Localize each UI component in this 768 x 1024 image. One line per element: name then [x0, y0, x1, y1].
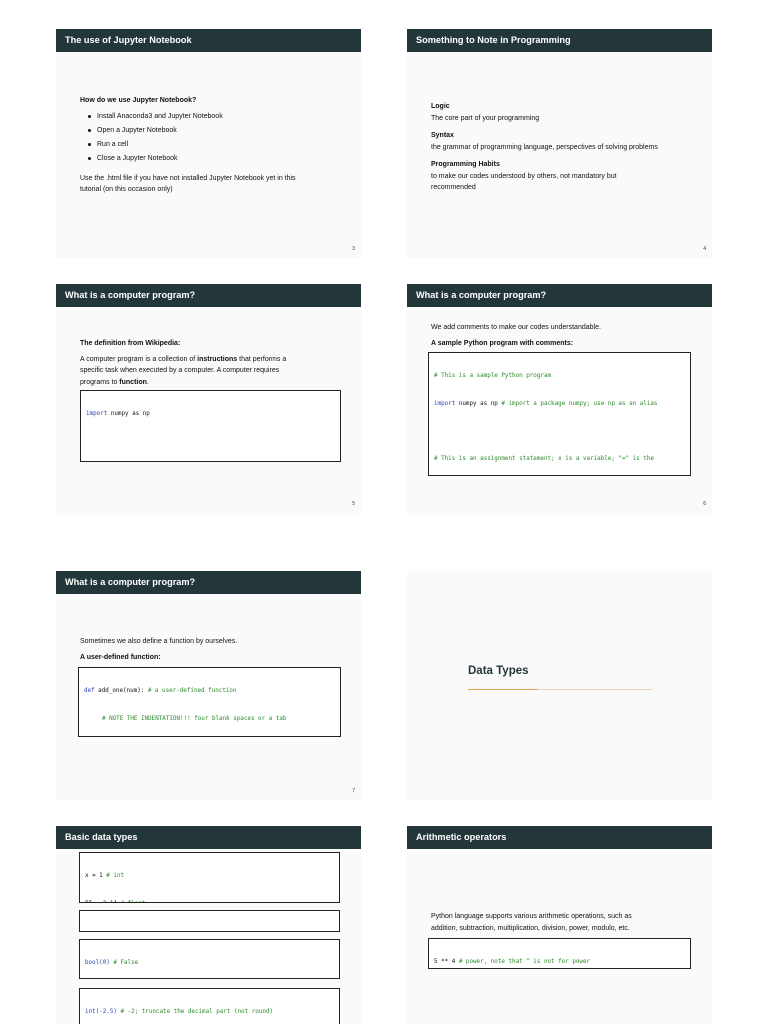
code-blank-line: [434, 428, 685, 437]
code-line: [85, 900, 334, 903]
slide-section-data-types: [407, 571, 712, 800]
section-title: Data Types: [468, 665, 529, 677]
slide-programming-notes: [407, 29, 712, 258]
definition-heading: The definition from Wikipedia:: [80, 340, 181, 347]
section-text: The core part of your programming: [431, 114, 540, 122]
code-line: [86, 410, 335, 419]
code-block: [428, 352, 691, 476]
code-comment: [120, 901, 145, 903]
code-comment: # int: [106, 873, 125, 880]
code-block: [78, 667, 341, 737]
code-comment: # False: [113, 960, 139, 967]
code-text: add_one(num):: [94, 688, 148, 695]
code-builtin: int(-2.5): [85, 1009, 121, 1016]
code-line: [434, 400, 685, 409]
definition-text: [80, 377, 345, 389]
code-comment: # NOTE THE INDENTATION!!! four blank spaces or a tab: [102, 716, 287, 723]
page-number: 5: [352, 501, 355, 507]
text-span: A computer program is a collection of: [80, 355, 198, 363]
slide-arithmetic-operators: [407, 826, 712, 1024]
section-text: recommended: [431, 184, 476, 191]
intro-text: Sometimes we also define a function by ourselves.: [80, 638, 238, 645]
intro-text: We add comments to make our codes understandable.: [431, 324, 601, 331]
code-block-conversion: [79, 988, 340, 1024]
text-span-bold: function: [119, 378, 147, 386]
code-block-assignments: [79, 852, 340, 903]
code-text: x = 1: [85, 873, 107, 880]
intro-text: addition, subtraction, multiplication, division, power, modulo, etc.: [431, 924, 630, 932]
note-line: tutorial (on this occasion only): [80, 186, 173, 193]
code-comment: # power, note that ^ is not for power: [458, 959, 591, 966]
list-item: Run a cell: [88, 138, 345, 152]
section-heading: Logic: [431, 103, 450, 110]
slide-title: Something to Note in Programming: [407, 29, 712, 52]
code-block-bool: [79, 939, 340, 979]
definition-text: specific task when executed by a computer. A computer requires: [80, 367, 280, 374]
slide-user-defined-function: [56, 571, 361, 800]
page-number: 3: [352, 246, 355, 252]
intro-text: Python language supports various arithmetic operations, such as: [431, 913, 632, 920]
code-comment: # This is an assignment statement; x is a variable; "=" is the: [434, 456, 654, 463]
function-heading: A user-defined function:: [80, 653, 161, 661]
slide-title: What is a computer program?: [56, 571, 361, 594]
code-text: 5 ** 4: [434, 959, 459, 966]
code-line: [85, 872, 334, 881]
section-heading: Programming Habits: [431, 161, 500, 168]
text-span: programs to: [80, 378, 120, 386]
code-comment: [113, 931, 131, 932]
section-text: the grammar of programming language, perspectives of solving problems: [431, 143, 658, 151]
text-span: .: [146, 378, 149, 386]
code-text: [85, 901, 120, 903]
slide-title: What is a computer program?: [407, 284, 712, 307]
code-block-type: [79, 910, 340, 932]
list-item: Open a Jupyter Notebook: [88, 124, 345, 138]
code-comment: # This is a sample Python program: [434, 373, 552, 380]
code-comment: # -2; truncate the decimal part (not round): [120, 1009, 273, 1016]
slide-program-with-comments: [407, 284, 712, 513]
code-line: [85, 930, 334, 932]
code-text: numpy as np: [107, 411, 150, 418]
definition-text: [80, 354, 345, 366]
slide-title: Arithmetic operators: [407, 826, 712, 849]
section-heading: Syntax: [431, 132, 454, 139]
text-span: that performs a: [237, 355, 287, 363]
slide-jupyter-notebook: [56, 29, 361, 258]
code-line: [434, 958, 685, 967]
list-item: Install Anaconda3 and Jupyter Notebook: [88, 110, 345, 124]
code-keyword: def: [84, 688, 95, 695]
text-span-bold: instructions: [197, 355, 238, 363]
code-block: [80, 390, 341, 462]
list-item: Close a Jupyter Notebook: [88, 152, 345, 166]
code-text: numpy as np: [455, 401, 502, 408]
page-number: 4: [703, 246, 706, 252]
code-block: [428, 938, 691, 969]
code-comment: # a user-defined function: [147, 688, 237, 695]
steps-list: [88, 110, 345, 166]
section-text: to make our codes understood by others, not mandatory but: [431, 172, 617, 180]
slide-title: What is a computer program?: [56, 284, 361, 307]
code-keyword: import: [434, 401, 456, 408]
code-line: [84, 687, 335, 696]
question-heading: How do we use Jupyter Notebook?: [80, 97, 197, 104]
slide-title: The use of Jupyter Notebook: [56, 29, 361, 52]
page-number: 7: [352, 788, 355, 794]
slide-basic-data-types: [56, 826, 361, 1024]
section-divider-accent: [468, 689, 538, 690]
slide-title: Basic data types: [56, 826, 361, 849]
slide-computer-program-definition: [56, 284, 361, 513]
code-line: [85, 959, 334, 968]
page-number: 6: [703, 501, 706, 507]
code-blank-line: [86, 438, 335, 447]
code-line: [85, 1008, 334, 1017]
code-builtin: bool(0): [85, 960, 114, 967]
note-line: Use the .html file if you have not installed Jupyter Notebook yet in this: [80, 174, 296, 182]
code-builtin: [85, 931, 113, 932]
code-keyword: import: [86, 411, 108, 418]
code-comment: # import a package numpy; use np as an alias: [501, 401, 658, 408]
sample-heading: A sample Python program with comments:: [431, 339, 574, 347]
